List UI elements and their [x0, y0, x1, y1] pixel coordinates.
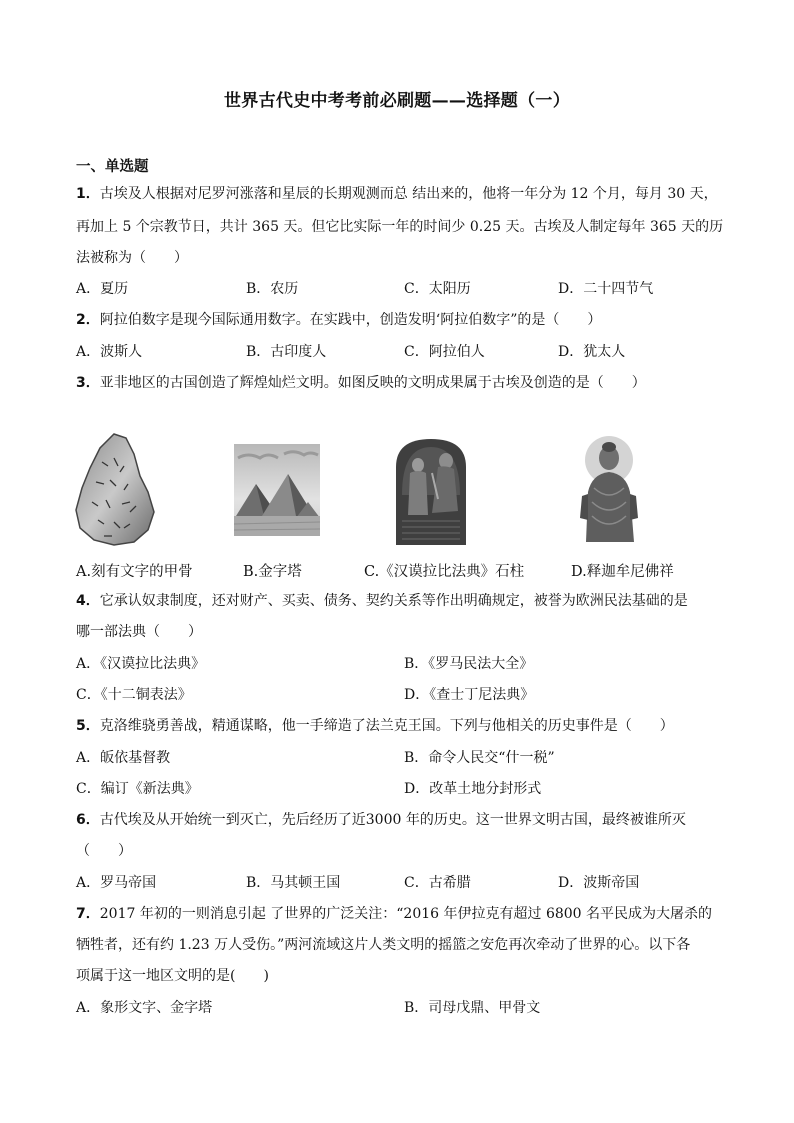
q1-option-c: C．太阳历	[404, 281, 471, 297]
q7-option-b: B．司母戊鼎、甲骨文	[404, 1000, 541, 1016]
q1-option-a: A．夏历	[76, 281, 129, 297]
q4-option-a: A．《汉谟拉比法典》	[76, 656, 206, 672]
page-title: 世界古代史中考考前必刷题——选择题（一）	[224, 91, 570, 111]
q3-caption-c: C.《汉谟拉比法典》石柱	[364, 564, 525, 580]
question-4-line-1: 4．它承认奴隶制度，还对财产、买卖、债务、契约关系等作出明确规定，被誉为欧洲民法基础的是	[76, 593, 688, 609]
q1-option-d: D．二十四节气	[558, 281, 654, 297]
hammurabi-stele-image	[390, 437, 472, 545]
q2-option-a: A．波斯人	[76, 344, 143, 360]
question-3: 3．亚非地区的古国创造了辉煌灿烂文明。如图反映的文明成果属于古埃及创造的是（ ）	[76, 375, 646, 391]
buddha-statue-image	[568, 436, 650, 542]
q6-option-d: D．波斯帝国	[558, 875, 640, 891]
question-1-line-3: 法被称为（ ）	[76, 250, 188, 266]
q2-option-d: D．犹太人	[558, 344, 626, 360]
q2-option-b: B．古印度人	[246, 344, 327, 360]
q5-option-c: C．编订《新法典》	[76, 781, 199, 797]
pyramids-image	[234, 444, 320, 536]
q6-option-c: C．古希腊	[404, 875, 471, 891]
q5-option-a: A．皈依基督教	[76, 750, 171, 766]
section-heading: 一、单选题	[76, 159, 149, 175]
q5-option-b: B．命令人民交“什一税”	[404, 750, 555, 766]
q7-option-a: A．象形文字、金字塔	[76, 1000, 213, 1016]
question-5: 5．克洛维骁勇善战，精通谋略，他一手缔造了法兰克王国。下列与他相关的历史事件是（ ）	[76, 718, 674, 734]
q6-option-b: B．马其顿王国	[246, 875, 341, 891]
question-1-line-1: 1．古埃及人根据对尼罗河涨落和星辰的长期观测而总 结出来的，他将一年分为 12 个月，每月 30 天，	[76, 186, 718, 202]
q5-option-d: D．改革土地分封形式	[404, 781, 542, 797]
q4-option-b: B．《罗马民法大全》	[404, 656, 534, 672]
oracle-bone-image	[74, 432, 156, 546]
question-7-line-3: 项属于这一地区文明的是( )	[76, 968, 269, 984]
question-6-line-1: 6．古代埃及从开始统一到灭亡，先后经历了近3000 年的历史。这一世界文明古国，最终被谁所灭	[76, 812, 686, 828]
q3-caption-a: A.刻有文字的甲骨	[76, 564, 193, 580]
q4-option-d: D．《查士丁尼法典》	[404, 687, 535, 703]
question-2: 2．阿拉伯数字是现今国际通用数字。在实践中，创造发明‘阿拉伯数字”的是（ ）	[76, 312, 602, 328]
q3-caption-b: B.金字塔	[243, 564, 302, 580]
question-6-line-2: （ ）	[76, 843, 132, 859]
question-7-line-1: 7．2017 年初的一则消息引起 了世界的广泛关注：“2016 年伊拉克有超过 6800 名平民成为大屠杀的	[76, 906, 713, 922]
question-1-line-2: 再加上 5 个宗教节日，共计 365 天。但它比实际一年的时间少 0.25 天。古埃及人制定每年 365 天的历	[76, 219, 724, 235]
question-7-line-2: 牺牲者，还有约 1.23 万人受伤。”两河流域这片人类文明的摇篮之安危再次牵动了世界的心。以下各	[76, 937, 691, 953]
q1-option-b: B．农历	[246, 281, 299, 297]
q2-option-c: C．阿拉伯人	[404, 344, 485, 360]
question-4-line-2: 哪一部法典（ ）	[76, 624, 202, 640]
q3-caption-d: D.释迦牟尼佛祥	[571, 564, 674, 580]
q6-option-a: A．罗马帝国	[76, 875, 157, 891]
q4-option-c: C．《十二铜表法》	[76, 687, 192, 703]
